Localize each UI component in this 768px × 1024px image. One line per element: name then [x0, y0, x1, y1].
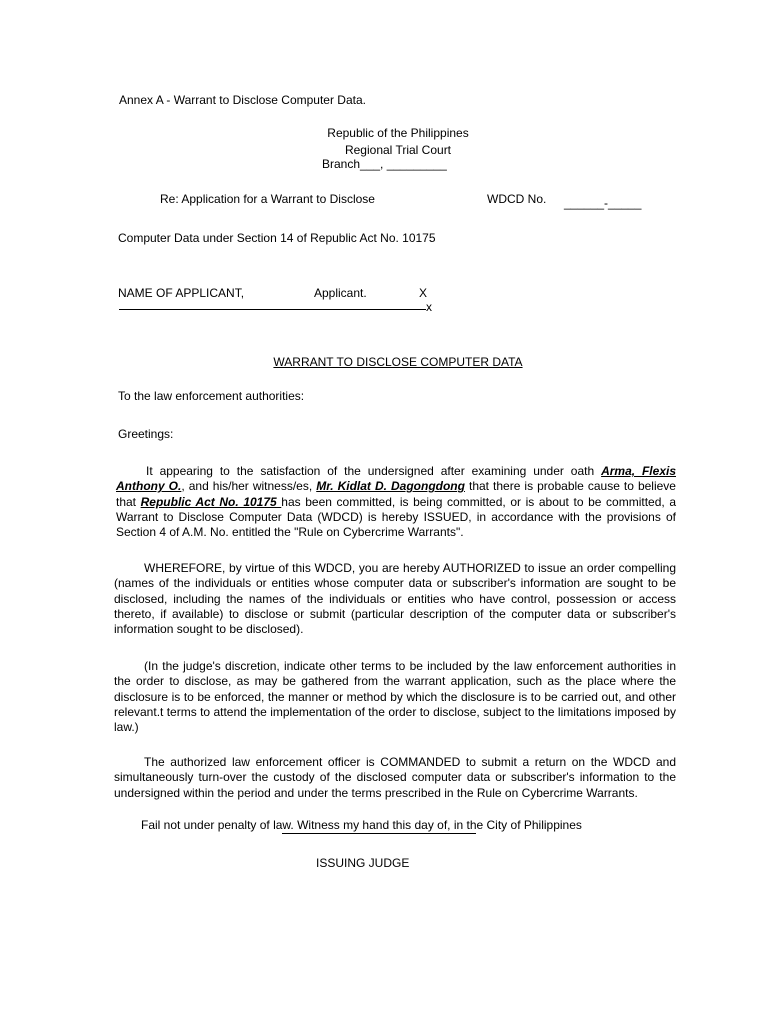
caption-mark-top: X: [419, 286, 428, 300]
header-branch: Branch___, _________: [322, 157, 447, 171]
wdcd-number: ______-_____: [564, 196, 642, 210]
witness-name: Mr. Kidlat D. Dagongdong: [316, 479, 465, 494]
greetings: Greetings:: [118, 427, 174, 441]
wdcd-label: WDCD No.: [487, 192, 547, 206]
salutation: To the law enforcement authorities:: [118, 389, 305, 403]
caption-re-line: Re: Application for a Warrant to Disclose: [160, 192, 375, 206]
caption-divider: [119, 309, 426, 310]
applicant-witness-name: Arma, Flexis Anthony O.: [116, 464, 676, 494]
paragraph-commanded: The authorized law enforcement officer is COMMANDED to submit a return on the WDCD and simultaneously turn-over the custody of the disclosed computer data or subscriber's information to the undersigned within the period and under the terms prescribed in the Rule on Cybercrime Warrants.: [114, 755, 676, 800]
signature-line: [282, 833, 476, 834]
closing-line: Fail not under penalty of law. Witness my hand this day of, in the City of Philippines: [141, 818, 582, 832]
header-court: Regional Trial Court: [344, 143, 452, 157]
paragraph-wherefore: WHEREFORE, by virtue of this WDCD, you are hereby AUTHORIZED to issue an order compelling (names of the individuals or entities whose computer data or subscriber's information are sought to be disclosed, including the names of the individuals or entities who have control, possession or access thereto, if available) to disclose or submit (particular description of the computer data or subscriber's information sought to be disclosed).: [114, 561, 676, 637]
caption-computer-data-line: Computer Data under Section 14 of Republic Act No. 10175: [118, 231, 436, 245]
caption-mark-bottom: x: [426, 300, 432, 314]
issuing-judge-label: ISSUING JUDGE: [316, 856, 410, 870]
applicant-role: Applicant.: [314, 286, 367, 300]
applicant-name: NAME OF APPLICANT,: [118, 286, 245, 300]
findings-text-1: It appearing to the satisfaction of the undersigned after examining under oath: [146, 464, 602, 478]
findings-text-2: , and his/her witness/es,: [181, 479, 317, 494]
law-reference: Republic Act No. 10175: [140, 494, 282, 509]
header-republic: Republic of the Philippines: [327, 126, 469, 140]
annex-title: Annex A - Warrant to Disclose Computer Data.: [119, 93, 366, 107]
paragraph-judge-discretion: (In the judge's discretion, indicate other terms to be included by the law enforcement authorities in the order to disclose, as may be gathered from the warrant application, such as the place where the disclosure is to be enforced, the manner or method by which the disclosure is to be carried out, and other relevant.t terms to attend the implementation of the order to disclose, subject to the limitations imposed by law.): [114, 659, 676, 735]
findings-text-4: has been committed, is being committed, or is about to be committed, a Warrant to Disclose Computer Data (WDCD) is hereby ISSUED, in accordance with the provisions of Section 4 of A.M. No. entitled the "Rule on Cybercrime Warrants".: [116, 494, 676, 540]
warrant-title: WARRANT TO DISCLOSE COMPUTER DATA: [273, 355, 523, 369]
paragraph-findings: [116, 464, 676, 540]
findings-text-3: that there is probable cause to believe that: [116, 479, 676, 509]
